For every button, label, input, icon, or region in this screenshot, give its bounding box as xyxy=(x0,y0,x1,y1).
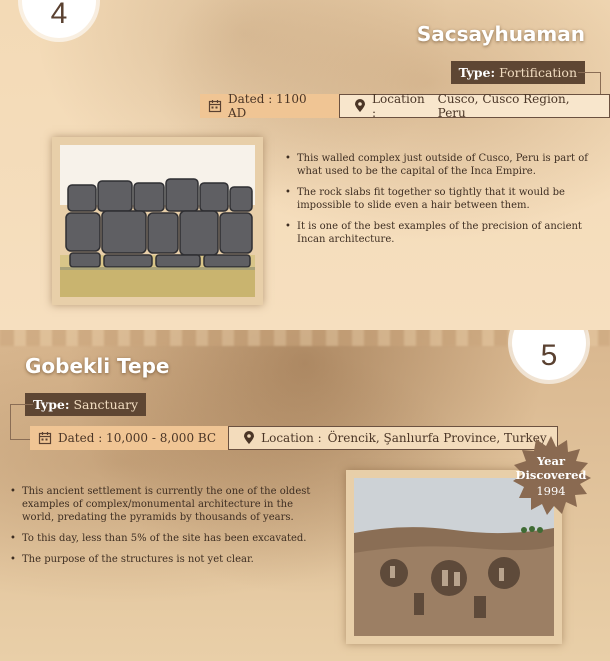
location-chip: Location : Örencik, Şanlıurfa Province, Turkey xyxy=(228,426,558,450)
list-item: • To this day, less than 5% of the site has been excavated. xyxy=(10,532,320,545)
sacsayhuaman-photo xyxy=(60,145,255,297)
meta-bar xyxy=(200,94,610,118)
site-section-4 xyxy=(0,0,610,330)
dated-chip: Dated : 10,000 - 8,000 BC xyxy=(30,426,228,450)
meta-bar xyxy=(30,426,558,450)
dated-chip: Dated : 1100 AD xyxy=(200,94,339,118)
list-item: • It is one of the best examples of the precision of ancient Incan architecture. xyxy=(285,220,605,246)
location-pin-icon xyxy=(354,99,366,113)
type-badge: Type: Fortification xyxy=(451,61,585,84)
site-section-5 xyxy=(0,330,610,661)
site-number-badge: 4 xyxy=(22,0,96,38)
site-title: Sacsayhuaman xyxy=(416,22,585,46)
list-item: • This ancient settlement is currently the one of the oldest examples of complex/monumental architecture in the world, predating the pyramids by thousands of years. xyxy=(10,485,320,524)
site-photo-frame xyxy=(52,137,263,305)
site-number-badge: 5 xyxy=(512,330,586,380)
location-pin-icon xyxy=(243,431,255,445)
site-facts-list xyxy=(285,152,605,254)
calendar-icon xyxy=(38,431,52,445)
list-item: • The rock slabs fit together so tightly that it would be impossible to slide even a hair between them. xyxy=(285,186,605,212)
type-badge: Type: Sanctuary xyxy=(25,393,146,416)
calendar-icon xyxy=(208,99,222,113)
site-facts-list xyxy=(10,485,320,574)
location-chip: Location : Cusco, Cusco Region, Peru xyxy=(339,94,610,118)
site-title: Gobekli Tepe xyxy=(25,354,170,378)
year-discovered-seal: Year Discovered 1994 xyxy=(509,434,593,518)
list-item: • The purpose of the structures is not yet clear. xyxy=(10,553,320,566)
list-item: • This walled complex just outside of Cusco, Peru is part of what used to be the capital of the Inca Empire. xyxy=(285,152,605,178)
